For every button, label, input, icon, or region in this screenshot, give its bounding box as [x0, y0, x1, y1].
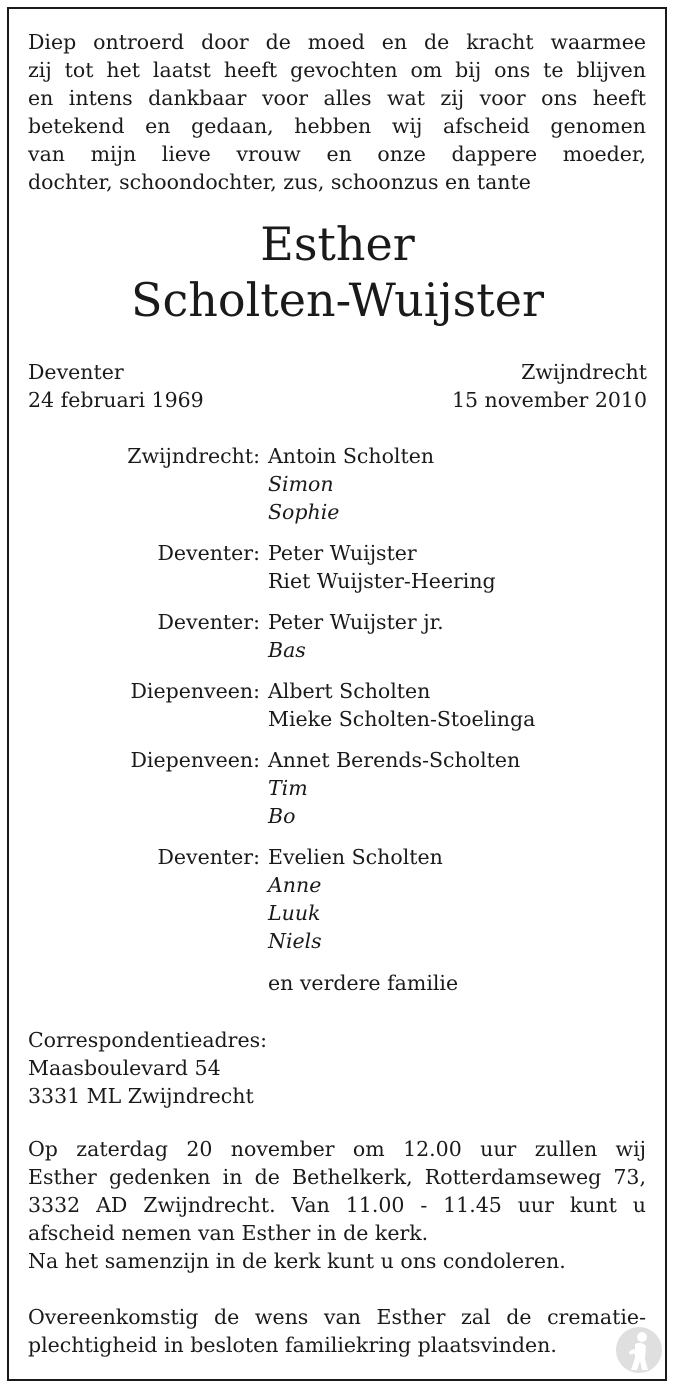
family-members — [268, 539, 496, 595]
deceased-first-name: Esther — [260, 217, 415, 271]
family-members — [268, 843, 443, 955]
family-child: Sophie — [268, 500, 340, 524]
family-place: Diepenveen: — [130, 679, 260, 703]
family-place: Deventer: — [157, 610, 260, 634]
family-member: Evelien Scholten — [268, 845, 443, 869]
watermark-head — [637, 1332, 647, 1342]
family-list — [0, 442, 675, 968]
intro-line: zij tot het laatst heeft gevochten om bij ons te blijven — [28, 58, 646, 82]
service-line: Esther gedenken in de Bethelkerk, Rotterdamseweg 73, — [28, 1165, 646, 1189]
intro-line: en intens dankbaar voor alles wat zij voor ons heeft — [28, 86, 646, 110]
family-child: Luuk — [268, 901, 321, 925]
family-child: Niels — [268, 929, 322, 953]
deceased-surname: Scholten-Wuijster — [131, 273, 544, 327]
extended-family: en verdere familie — [268, 971, 459, 995]
wish-paragraph — [28, 1303, 646, 1359]
intro-line: van mijn lieve vrouw en onze dappere moeder, — [28, 142, 646, 166]
family-entry — [0, 843, 675, 955]
family-entry — [0, 677, 675, 733]
family-entry — [0, 442, 675, 526]
family-members — [268, 608, 444, 664]
person-watermark-icon — [615, 1326, 663, 1374]
service-line: afscheid nemen van Esther in de kerk. — [28, 1221, 429, 1245]
family-place: Deventer: — [157, 541, 260, 565]
address-city: 3331 ML Zwijndrecht — [28, 1084, 254, 1108]
family-member: Mieke Scholten-Stoelinga — [268, 707, 536, 731]
wish-line: plechtigheid in besloten familiekring plaatsvinden. — [28, 1333, 557, 1357]
intro-line: Diep ontroerd door de moed en de kracht waarmee — [28, 30, 646, 54]
family-child: Bas — [268, 638, 306, 662]
address-label: Correspondentieadres: — [28, 1028, 268, 1052]
death-date: 15 november 2010 — [451, 388, 647, 412]
family-place: Zwijndrecht: — [127, 444, 260, 468]
intro-line: betekend en gedaan, hebben wij afscheid genomen — [28, 114, 646, 138]
death-place: Zwijndrecht — [521, 360, 647, 384]
service-line: Op zaterdag 20 november om 12.00 uur zullen wij — [28, 1137, 646, 1161]
address-street: Maasboulevard 54 — [28, 1056, 221, 1080]
service-line: 3332 AD Zwijndrecht. Van 11.00 - 11.45 uur kunt u — [28, 1193, 646, 1217]
family-members — [268, 442, 434, 526]
birth-date: 24 februari 1969 — [28, 388, 204, 412]
family-entry — [0, 746, 675, 830]
birth-info — [28, 358, 204, 414]
service-paragraph — [28, 1135, 646, 1275]
family-member: Annet Berends-Scholten — [268, 748, 521, 772]
family-place: Deventer: — [157, 845, 260, 869]
condolence-line: Na het samenzijn in de kerk kunt u ons condoleren. — [28, 1249, 566, 1273]
family-members — [268, 677, 535, 733]
family-child: Bo — [268, 804, 296, 828]
family-entry — [0, 608, 675, 664]
birth-place: Deventer — [28, 360, 124, 384]
family-place: Diepenveen: — [130, 748, 260, 772]
family-child: Tim — [268, 776, 308, 800]
intro-paragraph — [28, 28, 646, 196]
wish-line: Overeenkomstig de wens van Esther zal de crematie- — [28, 1305, 646, 1329]
family-members — [268, 746, 520, 830]
correspondence-address — [28, 1026, 267, 1110]
family-member: Albert Scholten — [268, 679, 431, 703]
family-member: Peter Wuijster — [268, 541, 417, 565]
family-member: Peter Wuijster jr. — [268, 610, 444, 634]
family-child: Simon — [268, 472, 334, 496]
family-entry — [0, 539, 675, 595]
intro-line: dochter, schoondochter, zus, schoonzus en tante — [28, 170, 531, 194]
death-info — [452, 358, 647, 414]
family-member: Antoin Scholten — [268, 444, 435, 468]
family-child: Anne — [268, 873, 322, 897]
family-member: Riet Wuijster-Heering — [268, 569, 496, 593]
